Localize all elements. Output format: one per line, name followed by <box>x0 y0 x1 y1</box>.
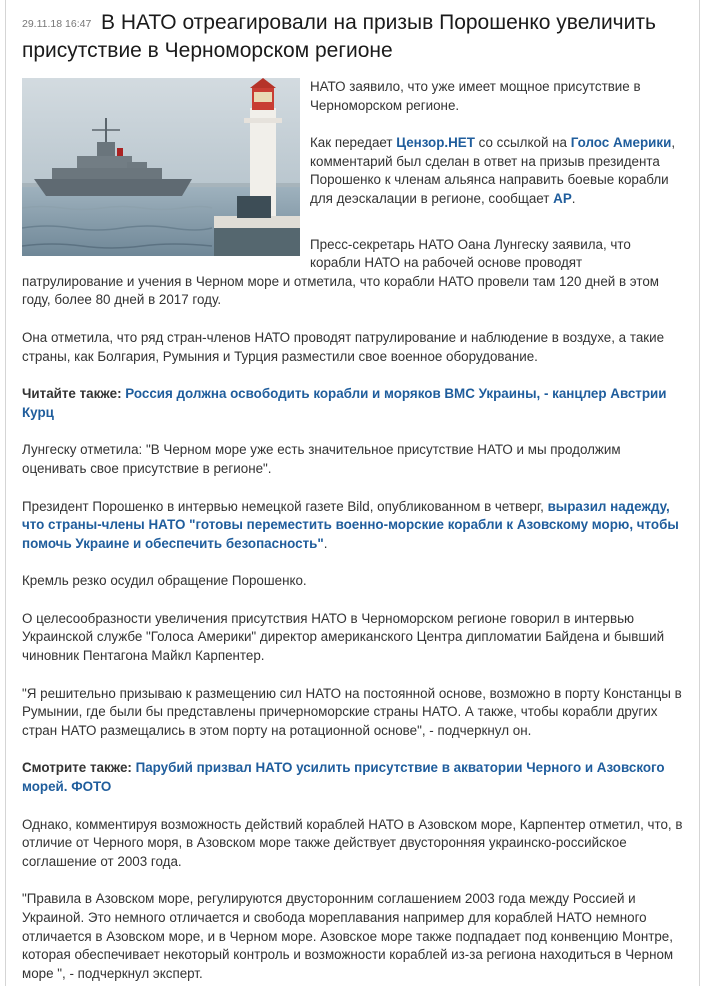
see-also-label: Смотрите также: <box>22 760 136 776</box>
censor-net-link[interactable]: Цензор.НЕТ <box>396 135 475 151</box>
paragraph-4: Она отметила, что ряд стран-членов НАТО проводят патрулирование и наблюдение в воздухе, а такие страны, как Болгария, Румыния и Турция разместили свое военное оборудование. <box>22 329 665 364</box>
paragraph-11: "Правила в Азовском море, регулируются двусторонним соглашением 2003 года между Россией и Украиной. Это немного отличается и свобода мореплавания например для кораблей НАТО немного отличается в Азовском море, и в Черном море. Азовское море также подпадает под конвенцию Монтре, которая обеспечивает некоторый контроль и возможности кораблей из-за региона находиться в Черном море ", - подчеркнул эксперт. <box>22 891 674 981</box>
paragraph-6-text-a: Президент Порошенко в интервью немецкой газете Bild, опубликованном в четверг, <box>22 498 548 514</box>
voice-of-america-link[interactable]: Голос Америки <box>570 135 672 151</box>
article-title: В НАТО отреагировали на призыв Порошенко увеличить присутствие в Черноморском регионе <box>22 11 656 62</box>
see-also-link[interactable]: Парубий призвал НАТО усилить присутствие в акватории Черного и Азовского морей. ФОТО <box>22 760 665 795</box>
article-photo <box>22 78 300 256</box>
paragraph-7: Кремль резко осудил обращение Порошенко. <box>22 573 307 589</box>
see-also <box>22 759 684 796</box>
poroshenko-bild-link[interactable]: выразил надежду, что страны-члены НАТО "готовы переместить военно-морские корабли к Азовскому морю, чтобы помочь Украине и обеспечить безопасность" <box>22 498 679 551</box>
read-also-link[interactable]: Россия должна освободить корабли и моряков ВМС Украины, - канцлер Австрии Курц <box>22 386 667 420</box>
paragraph-2-text-b: со ссылкой на <box>474 135 571 151</box>
paragraph-3: Пресс-секретарь НАТО Оана Лунгеску заявила, что корабли НАТО на рабочей основе проводят патрулирование и учения в Черном море и отметила, что корабли НАТО провели там 120 дней в этом году, более 80 дней в 2017 году. <box>22 236 659 308</box>
paragraph-8: О целесообразности увеличения присутствия НАТО в Черноморском регионе говорил в интервью Украинской службе "Голоса Америки" директор американского Центра дипломатии Байдена и бывший чиновник Пентагона Майкл Карпентер. <box>22 610 665 664</box>
article-date: 29.11.18 16:47 <box>22 18 92 30</box>
article <box>22 10 684 1002</box>
paragraph-5: Лунгеску отметила: "В Черном море уже есть значительное присутствие НАТО и мы продолжим оценивать свое присутствие в регионе". <box>22 442 621 476</box>
paragraph-9: "Я решительно призываю к размещению сил НАТО на постоянной основе, возможно в порту Констанцы в Румынии, где были бы представлены причерноморские страны НАТО. А также, чтобы корабли других стран НАТО размещались в этом порту на ротационной основе", - подчеркнул он. <box>22 685 682 738</box>
article-header <box>22 10 684 66</box>
paragraph-2-text-c: , комментарий был сделан в ответ на призыв президента Порошенко к членам альянса направить боевые корабли для деэскалации в регионе, сообщает <box>310 135 676 206</box>
paragraph-6 <box>22 498 684 554</box>
paragraph-2-text-d: . <box>571 190 576 206</box>
warship-lighthouse-image <box>22 78 300 256</box>
read-also-label: Читайте также: <box>22 386 126 402</box>
paragraph-1: НАТО заявило, что уже имеет мощное присутствие в Черноморском регионе. <box>310 79 641 113</box>
paragraph-2-text-a: Как передает <box>310 135 397 151</box>
ap-link[interactable]: AP <box>553 190 572 206</box>
paragraph-10: Однако, комментируя возможность действий кораблей НАТО в Азовском море, Карпентер отметил, что, в отличие от Черного моря, в Азовском море также действует двусторонняя украинско-российское соглашение от 2003 года. <box>22 816 683 869</box>
read-also <box>22 385 684 422</box>
paragraph-6-text-b: . <box>323 535 328 551</box>
